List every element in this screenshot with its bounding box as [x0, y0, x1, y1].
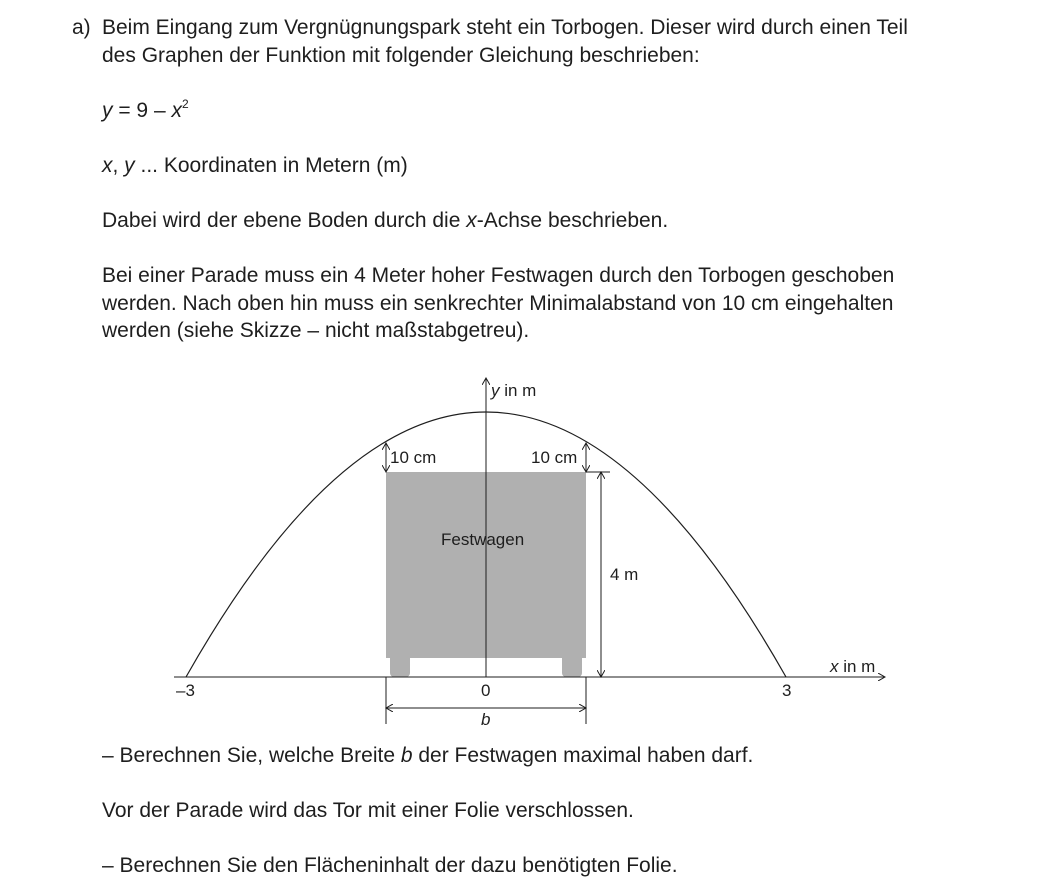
eq-middle: = 9 –	[112, 99, 172, 122]
tick-label-origin: 0	[481, 681, 491, 700]
intro-line-2: des Graphen der Funktion mit folgender Gleichung beschrieben:	[102, 44, 700, 67]
coord-rest: ... Koordinaten in Metern (m)	[134, 154, 408, 177]
wagon-label: Festwagen	[441, 530, 525, 549]
tick-label-left: –3	[176, 681, 195, 700]
height-label: 4 m	[610, 565, 639, 584]
width-label: b	[481, 710, 491, 729]
q1-before: – Berechnen Sie, welche Breite	[102, 744, 401, 767]
parade-line-1: Bei einer Parade muss ein 4 Meter hoher Festwagen durch den Torbogen geschoben	[102, 264, 895, 287]
ground-after: -Achse beschrieben.	[476, 209, 669, 232]
parade-line-3: werden (siehe Skizze – nicht maßstabgetreu).	[102, 319, 530, 342]
wagon-wheel-right	[562, 650, 582, 677]
gap-label-right: 10 cm	[531, 448, 578, 467]
eq-var-y: y	[102, 99, 113, 122]
coord-sep: ,	[112, 154, 125, 177]
task-label: a)	[72, 16, 91, 39]
wagon-wheel-left	[390, 650, 410, 677]
y-axis-var: y	[491, 381, 500, 400]
parade-line-2: werden. Nach oben hin muss ein senkrechter Minimalabstand von 10 cm eingehalten	[102, 292, 894, 315]
tick-label-right: 3	[782, 681, 792, 700]
eq-var-x: x	[171, 99, 182, 122]
x-axis-label	[829, 657, 875, 676]
question-area: – Berechnen Sie den Flächeninhalt der dazu benötigten Folie.	[102, 854, 678, 877]
coord-var-x: x	[102, 154, 113, 177]
y-axis-label	[490, 381, 536, 400]
intro-line-1: Beim Eingang zum Vergnügnungspark steht ein Torbogen. Dieser wird durch einen Teil	[102, 16, 908, 39]
x-axis-var: x	[830, 657, 839, 676]
q1-var-b: b	[400, 744, 413, 767]
x-axis-unit: in m	[838, 657, 876, 676]
gap-label-left: 10 cm	[390, 448, 437, 467]
q1-after: der Festwagen maximal haben darf.	[412, 744, 754, 767]
coord-var-y: y	[124, 154, 135, 177]
ground-before: Dabei wird der ebene Boden durch die	[102, 209, 467, 232]
foil-statement: Vor der Parade wird das Tor mit einer Folie verschlossen.	[102, 799, 634, 822]
ground-var-x: x	[466, 209, 477, 232]
eq-exponent: 2	[181, 97, 189, 111]
question-width	[102, 742, 753, 770]
y-axis-unit: in m	[499, 381, 537, 400]
